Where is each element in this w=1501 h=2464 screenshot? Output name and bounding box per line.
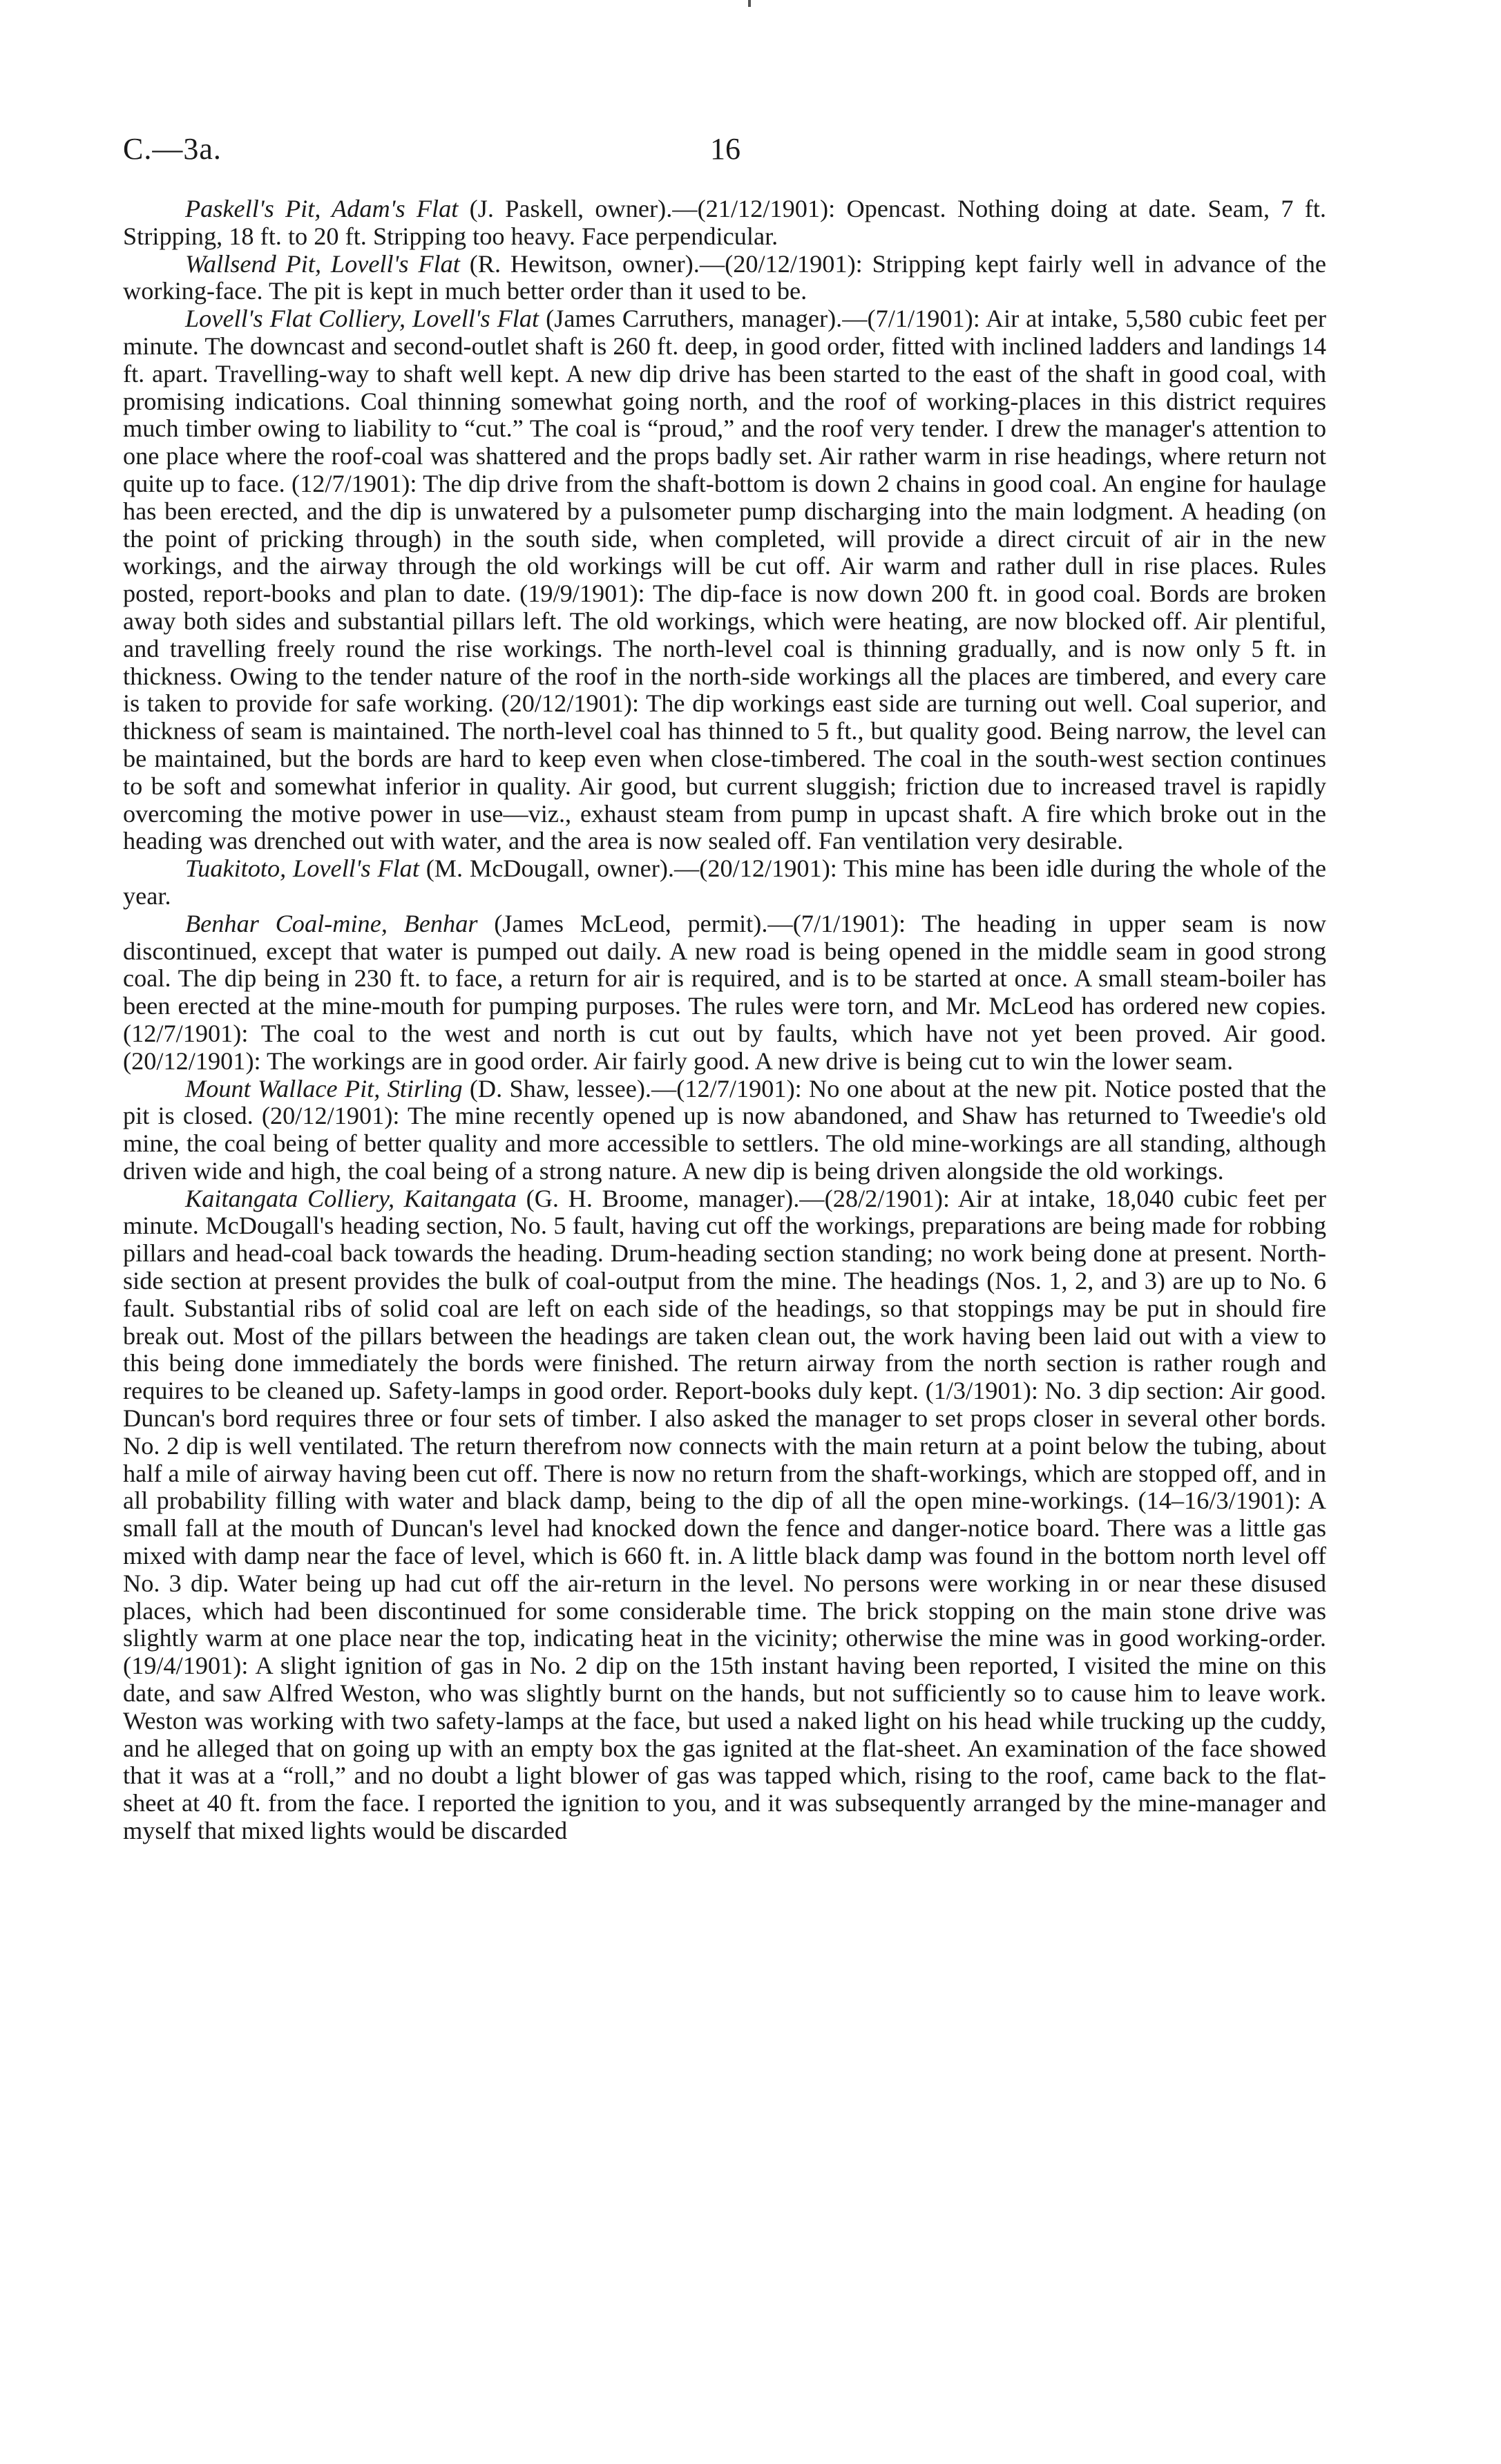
report-code: C.—3a. [123,132,222,166]
entry-title: Benhar Coal-mine, Benhar [185,909,478,937]
page-number: 16 [710,132,740,166]
scan-mark [748,0,751,7]
entry-text: (G. H. Broome, manager).—(28/2/1901): Air at intake, 18,040 cubic feet per minute. McDougall's heading section, No. 5 fault, having cut off the workings, preparations are being made for robbing pillars and head-coal back towards the heading. Drum-heading section standing; no work being done at present. North-side section at present provides the bulk of coal-output from the mine. The headings (Nos. 1, 2, and 3) are up to No. 6 fault. Substantial ribs of solid coal are left on each side of the headings, so that stoppings may be put in should fire break out. Most of the pillars between the headings are taken clean out, the work having been laid out with a view to this being done immediately the bords were finished. The return airway from the north section is rather rough and requires to be cleaned up. Safety-lamps in good order. Report-books duly kept. (1/3/1901): No. 3 dip section: Air good. Duncan's bord requires three or four sets of timber. I also asked the manager to set props closer in several other bords. No. 2 dip is well ventilated. The return therefrom now connects with the main return at a point below the tubing, about half a mile of airway having been cut off. There is now no return from the shaft-workings, which are stopped off, and in all probability filling with water and black damp, being to the dip of all the open mine-workings. (14–16/3/1901): A small fall at the mouth of Duncan's level had knocked down the fence and danger-notice board. There was a little gas mixed with damp near the face of level, which is 660 ft. in. A little black damp was found in the bottom north level off No. 3 dip. Water being up had cut off the air-return in the level. No persons were working in or near these disused places, which had been discontinued for some considerable time. The brick stopping on the main stone drive was slightly warm at one place near the top, indicating heat in the vicinity; otherwise the mine was in good working-order. (19/4/1901): A slight ignition of gas in No. 2 dip on the 15th instant having been reported, I visited the mine on this date, and saw Alfred Weston, who was slightly burnt on the hands, but not sufficiently so to cause him to leave work. Weston was working with two safety-lamps at the face, but used a naked light on his head while trucking up the cuddy, and he alleged that on going up with an empty box the gas ignited at the flat-sheet. An examination of the face showed that it was at a “roll,” and no doubt a light blower of gas was tapped which, rising to the roof, came back to the flat-sheet at 40 ft. from the face. I reported the ignition to you, and it was subsequently arranged by the mine-manager and myself that mixed lights would be discarded [123,1184,1326,1845]
entry-title: Kaitangata Colliery, Kaitangata [185,1184,517,1212]
entry-title: Lovell's Flat Colliery, Lovell's Flat [185,305,539,333]
entry-lovells-flat-colliery [123,305,1326,855]
entry-text: (J. Paskell, owner).—(21/12/1901): Opencast. Nothing doing at date. Seam, 7 ft. Stripping, 18 ft. to 20 ft. Stripping too heavy. Face perpendicular. [123,195,1327,250]
entry-wallsend-pit [123,251,1326,306]
entry-title: Tuakitoto, Lovell's Flat [185,854,419,883]
entry-kaitangata-colliery [123,1185,1326,1845]
entry-text: (D. Shaw, lessee).—(12/7/1901): No one about at the new pit. Notice posted that the pit is closed. (20/12/1901): The mine recently opened up is now abandoned, and Shaw has returned to Tweedie's old mine, the coal being of better quality and more accessible to settlers. The old mine-workings are all standing, although driven wide and high, the coal being of a strong nature. A new dip is being driven alongside the old workings. [123,1074,1326,1185]
entry-text: (James Carruthers, manager).—(7/1/1901): Air at intake, 5,580 cubic feet per minute. The downcast and second-outlet shaft is 260 ft. deep, in good order, fitted with inclined ladders and landings 14 ft. apart. Travelling-way to shaft well kept. A new dip drive has been started to the east of the shaft in good coal, with promising indications. Coal thinning somewhat going north, and the roof of working-places in this district requires much timber owing to liability to “cut.” The coal is “proud,” and the roof very tender. I drew the manager's attention to one place where the roof-coal was shattered and the props badly set. Air rather warm in rise headings, where return not quite up to face. (12/7/1901): The dip drive from the shaft-bottom is down 2 chains in good coal. An engine for haulage has been erected, and the dip is unwatered by a pulsometer pump discharging into the main lodgment. A heading (on the point of pricking through) in the south side, when completed, will provide a direct circuit of air in the new workings, and the airway through the old workings will be cut off. Air warm and rather dull in rise places. Rules posted, report-books and plan to date. (19/9/1901): The dip-face is now down 200 ft. in good coal. Bords are broken away both sides and substantial pillars left. The old workings, which were heating, are now blocked off. Air plentiful, and travelling freely round the rise workings. The north-level coal is thinning gradually, and is now only 5 ft. in thickness. Owing to the tender nature of the roof in the north-side workings all the places are timbered, and every care is taken to provide for safe working. (20/12/1901): The dip workings east side are turning out well. Coal superior, and thickness of seam is maintained. The north-level coal has thinned to 5 ft., but quality good. Being narrow, the level can be maintained, but the bords are hard to keep even when close-timbered. The coal in the south-west section continues to be soft and somewhat inferior in quality. Air good, but current sluggish; friction due to increased travel is rapidly overcoming the motive power in use—viz., exhaust steam from pump in upcast shaft. A fire which broke out in the heading was drenched out with water, and the area is now sealed off. Fan ventilation very desirable. [123,305,1327,855]
entry-title: Mount Wallace Pit, Stirling [185,1074,463,1102]
entry-paskells-pit [123,195,1326,251]
entry-benhar-coal-mine [123,910,1326,1076]
entry-text: (James McLeod, permit).—(7/1/1901): The heading in upper seam is now discontinued, except that water is pumped out daily. A new road is being opened in the middle seam in good strong coal. The dip being in 230 ft. to face, a return for air is required, and is to be started at once. A small steam-boiler has been erected at the mine-mouth for pumping purposes. The rules were torn, and Mr. McLeod has ordered new copies. (12/7/1901): The coal to the west and north is cut out by faults, which have not yet been proved. Air good. (20/12/1901): The workings are in good order. Air fairly good. A new drive is being cut to win the lower seam. [123,909,1326,1075]
entry-text: (R. Hewitson, owner).—(20/12/1901): Stripping kept fairly well in advance of the working-face. The pit is kept in much better order than it used to be. [123,249,1326,305]
entry-mount-wallace-pit [123,1076,1326,1185]
entry-text: (M. McDougall, owner).—(20/12/1901): This mine has been idle during the whole of the year. [123,854,1326,910]
entry-title: Wallsend Pit, Lovell's Flat [185,249,460,278]
entry-tuakitoto [123,855,1326,910]
page-header [123,131,1311,173]
page-body [123,195,1326,1845]
entry-title: Paskell's Pit, Adam's Flat [185,195,459,222]
